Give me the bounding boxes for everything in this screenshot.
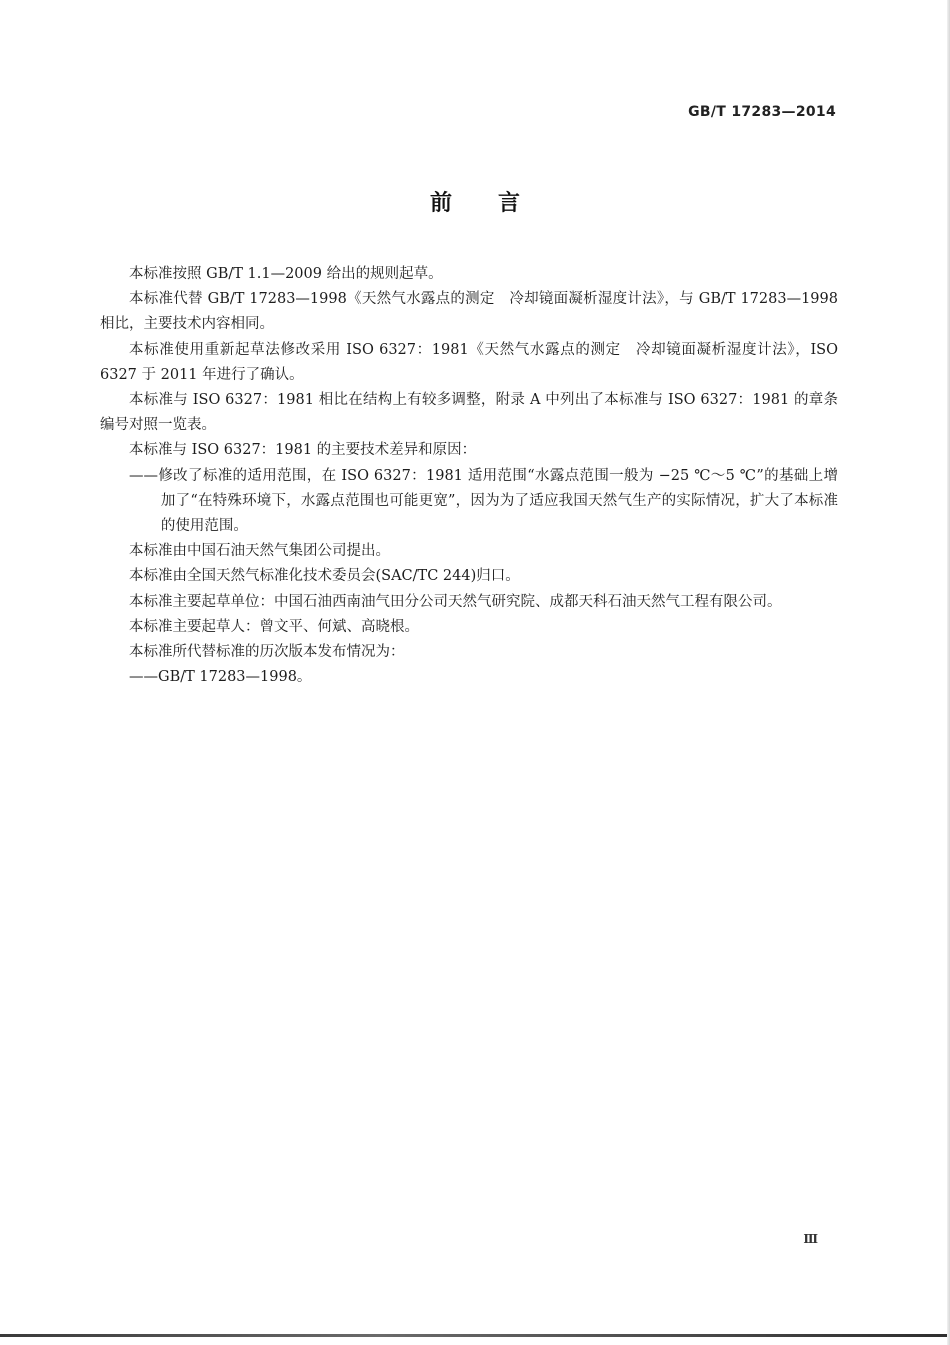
paragraph-proposed-by: 本标准由中国石油天然气集团公司提出。: [129, 543, 390, 560]
paragraph-differences-intro: 本标准与 ISO 6327：1981 的主要技术差异和原因：: [129, 442, 477, 459]
paragraph-history-intro: 本标准所代替标准的历次版本发布情况为：: [129, 644, 405, 661]
foreword-body: [100, 262, 838, 690]
paragraph-structure: 本标准与 ISO 6327：1981 相比在结构上有较多调整，附录 A 中列出了本标准与 ISO 6327：1981 的章条编号对照一览表。: [100, 392, 838, 434]
page-number: Ⅲ: [803, 1232, 818, 1246]
paragraph-replaces: 本标准代替 GB/T 17283—1998《天然气水露点的测定 冷却镜面凝析湿度计法》，与 GB/T 17283—1998 相比，主要技术内容相同。: [100, 291, 838, 333]
page-title: 前言: [429, 191, 566, 216]
paragraph-drafting-rules: 本标准按照 GB/T 1.1—2009 给出的规则起草。: [129, 266, 443, 282]
paragraph-drafting-units: 本标准主要起草单位：中国石油西南油气田分公司天然气研究院、成都天科石油天然气工程有限公司。: [129, 593, 782, 610]
paragraph-adoption: 本标准使用重新起草法修改采用 ISO 6327：1981《天然气水露点的测定 冷却镜面凝析湿度计法》，ISO 6327 于 2011 年进行了确认。: [100, 341, 838, 383]
paragraph-under-jurisdiction: 本标准由全国天然气标准化技术委员会(SAC/TC 244)归口。: [129, 568, 520, 585]
standard-number: GB/T 17283—2014: [688, 104, 836, 120]
paragraph-history-item: ——GB/T 17283—1998。: [129, 669, 312, 686]
paragraph-drafters: 本标准主要起草人：曾文平、何斌、高晓根。: [129, 618, 419, 635]
scan-bottom-edge: [0, 1334, 950, 1337]
paragraph-difference-item: ——修改了标准的适用范围，在 ISO 6327：1981 适用范围“水露点范围一般为 −25 ℃～5 ℃”的基础上增加了“在特殊环境下，水露点范围也可能更宽”，因为为了适应我国天然气生产的实际情况，扩大了本标准的使用范围。: [129, 467, 838, 535]
